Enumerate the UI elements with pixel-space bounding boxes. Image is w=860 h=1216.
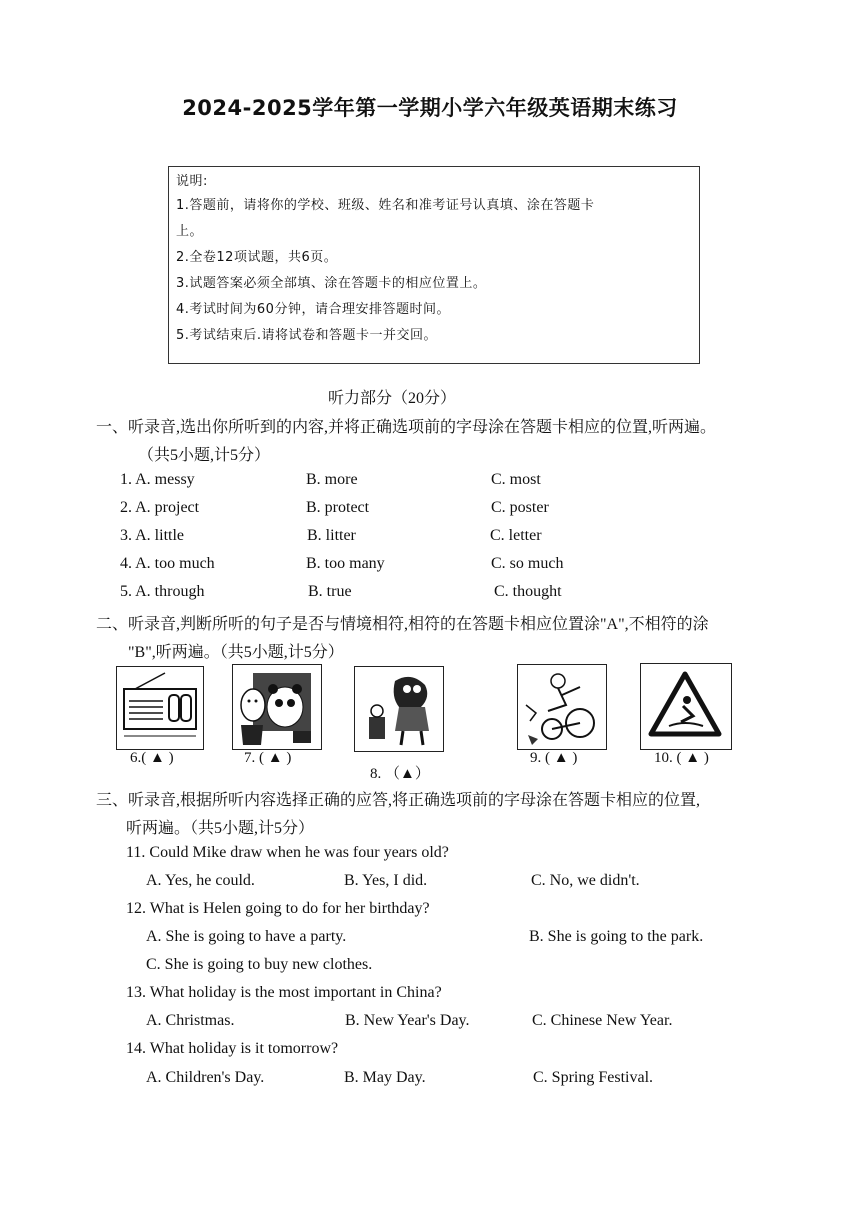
q1-option-c: C. most	[491, 471, 541, 488]
q14-option-c: C. Spring Festival.	[533, 1069, 654, 1086]
bike-accident-icon	[518, 665, 605, 748]
q12-option-c: C. She is going to buy new clothes.	[146, 956, 373, 973]
q3-option-c: C. letter	[490, 527, 542, 544]
q2-option-b: B. protect	[306, 499, 370, 516]
q11-option-b: B. Yes, I did.	[344, 872, 428, 889]
q3-option-b: B. litter	[307, 527, 356, 544]
q4-option-c: C. so much	[491, 555, 564, 572]
section3-instruction: 三、听录音,根据所听内容选择正确的应答,将正确选项前的字母涂在答题卡相应的位置,	[96, 792, 701, 809]
q4-option-b: B. too many	[306, 555, 385, 572]
q13-option-a: A. Christmas.	[146, 1012, 235, 1029]
q12-question: 12. What is Helen going to do for her birthday?	[126, 900, 430, 917]
q12-option-b: B. She is going to the park.	[529, 928, 704, 945]
q4-option-a: 4. A. too much	[120, 555, 215, 572]
lion-dance-icon	[355, 667, 442, 750]
picture-9-bike-fall	[517, 664, 607, 750]
q5-option-c: C. thought	[494, 583, 562, 600]
caption-9: 9. ( ▲ )	[530, 750, 578, 766]
picture-6-radio	[116, 666, 204, 750]
section3-instruction-cont: 听两遍。（共5小题,计5分）	[126, 820, 315, 837]
instruction-1: 1.答题前，请将你的学校、班级、姓名和准考证号认真填、涂在答题卡	[176, 198, 595, 213]
q14-question: 14. What holiday is it tomorrow?	[126, 1040, 339, 1057]
q13-question: 13. What holiday is the most important in China?	[126, 984, 442, 1001]
instruction-5: 5.考试结束后.请将试卷和答题卡一并交回。	[176, 328, 438, 343]
instructions-heading: 说明:	[176, 174, 208, 189]
q2-option-c: C. poster	[491, 499, 549, 516]
q1-option-b: B. more	[306, 471, 358, 488]
picture-8-lion-dance	[354, 666, 444, 752]
instruction-2: 2.全卷12项试题，共6页。	[176, 250, 338, 265]
q11-question: 11. Could Mike draw when he was four years old?	[126, 844, 449, 861]
caption-7: 7. ( ▲ )	[244, 750, 292, 766]
page-title: 2024-2025学年第一学期小学六年级英语期末练习	[182, 96, 678, 120]
section2-instruction-cont: "B",听两遍。（共5小题,计5分）	[128, 644, 344, 661]
caption-6: 6.( ▲ )	[130, 750, 174, 766]
caption-10: 10. ( ▲ )	[654, 750, 709, 766]
section1-instruction-cont: （共5小题,计5分）	[138, 447, 271, 464]
panda-icon	[233, 665, 320, 748]
picture-10-warning-sign	[640, 663, 732, 750]
q1-option-a: 1. A. messy	[120, 471, 195, 488]
q13-option-c: C. Chinese New Year.	[532, 1012, 673, 1029]
listening-part-title: 听力部分（20分）	[328, 390, 457, 407]
q5-option-b: B. true	[308, 583, 352, 600]
instruction-3: 3.试题答案必须全部填、涂在答题卡的相应位置上。	[176, 276, 487, 291]
q5-option-a: 5. A. through	[120, 583, 205, 600]
caption-8: 8. （▲）	[370, 766, 430, 782]
q11-option-c: C. No, we didn't.	[531, 872, 640, 889]
section1-instruction: 一、听录音,选出你所听到的内容,并将正确选项前的字母涂在答题卡相应的位置,听两遍。	[96, 419, 717, 436]
q13-option-b: B. New Year's Day.	[345, 1012, 470, 1029]
instruction-1-cont: 上。	[176, 224, 204, 239]
warning-sign-icon	[641, 664, 730, 748]
q14-option-b: B. May Day.	[344, 1069, 426, 1086]
q11-option-a: A. Yes, he could.	[146, 872, 255, 889]
q2-option-a: 2. A. project	[120, 499, 200, 516]
radio-icon	[117, 667, 202, 748]
section2-instruction: 二、听录音,判断所听的句子是否与情境相符,相符的在答题卡相应位置涂"A",不相符的涂	[96, 616, 709, 633]
q3-option-a: 3. A. little	[120, 527, 184, 544]
instruction-4: 4.考试时间为60分钟，请合理安排答题时间。	[176, 302, 450, 317]
q12-option-a: A. She is going to have a party.	[146, 928, 347, 945]
picture-7-panda	[232, 664, 322, 750]
q14-option-a: A. Children's Day.	[146, 1069, 265, 1086]
